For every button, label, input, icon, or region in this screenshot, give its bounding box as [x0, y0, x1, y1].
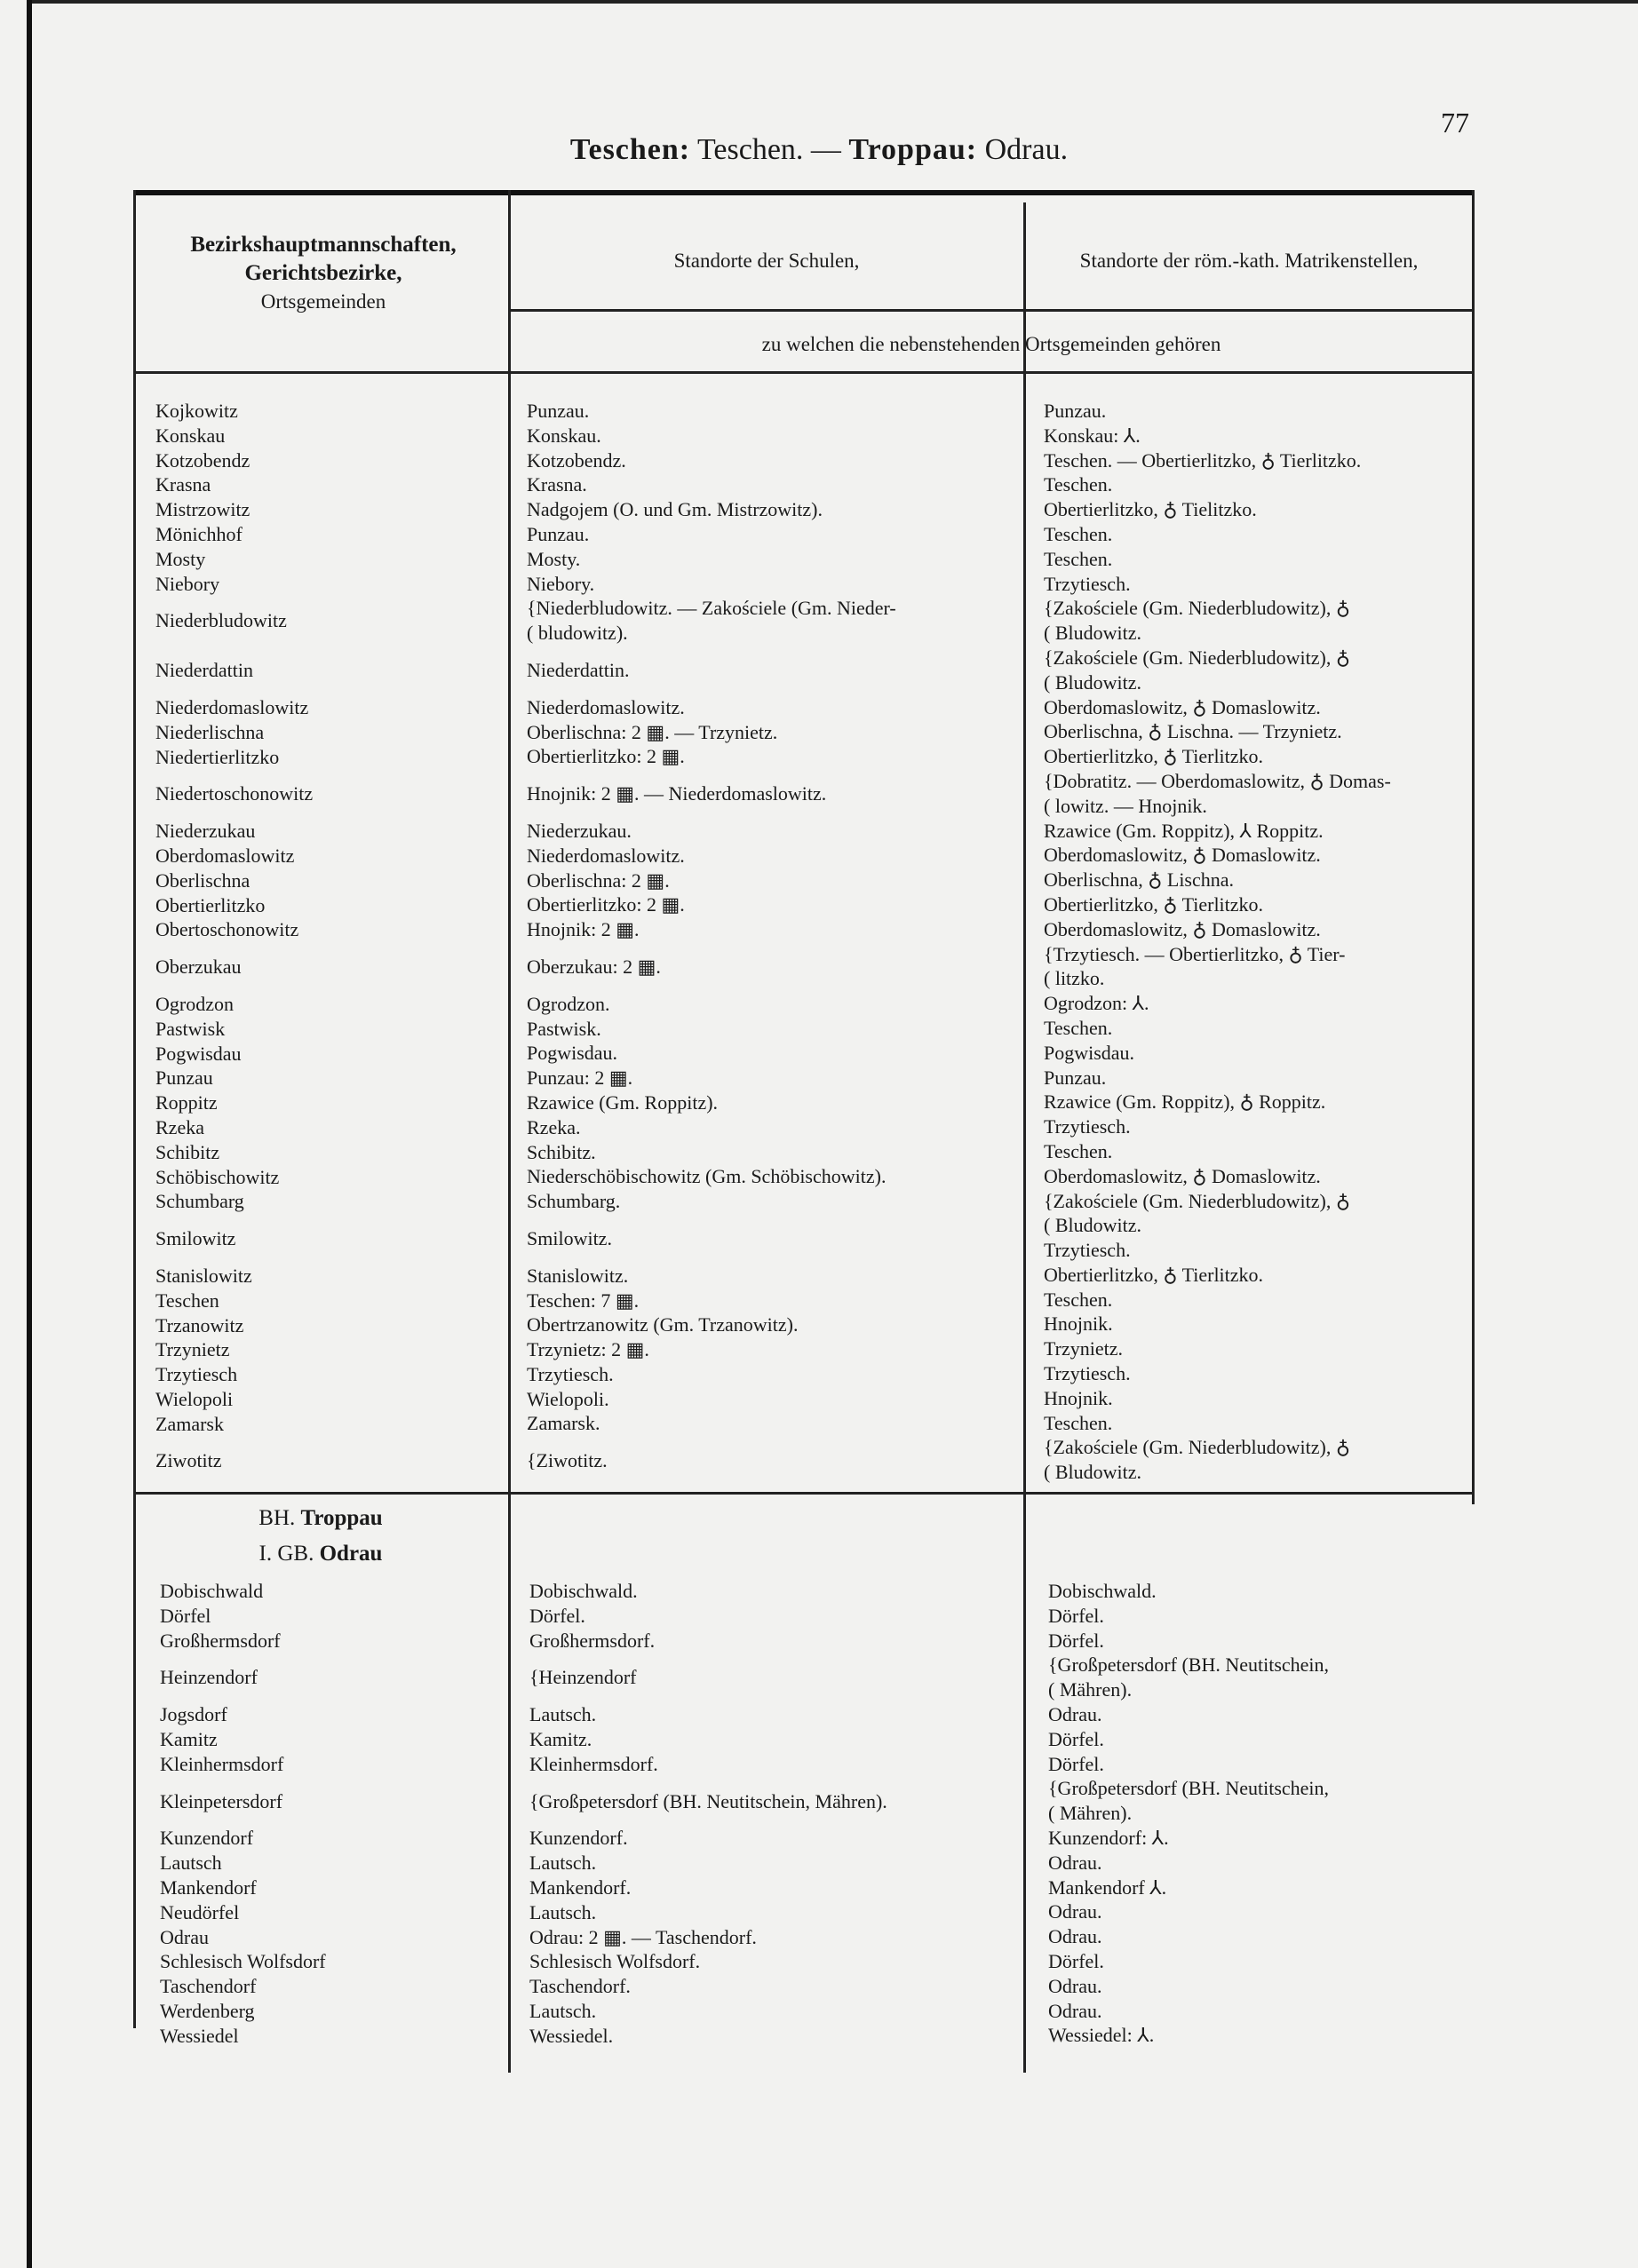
matrikenstelle-entry: ( Bludowitz.: [1044, 1461, 1141, 1484]
schule-entry: ( bludowitz).: [527, 622, 628, 645]
schule-entry: Mosty.: [527, 547, 581, 570]
ortsgemeinde-entry: Pastwisk: [155, 1017, 226, 1040]
ortsgemeinde-entry: Dobischwald: [160, 1580, 264, 1602]
header-subheader: zu welchen die nebenstehenden Ortsgemeinden gehören: [761, 333, 1221, 355]
ortsgemeinde-entry: Punzau: [155, 1067, 213, 1090]
schule-entry: [527, 979, 896, 992]
header-col2: Standorte der Schulen,: [673, 250, 860, 272]
ortsgemeinde-entry: Neudörfel: [160, 1900, 240, 1923]
matrikenstelle-entry: {Zakościele (Gm. Niederbludowitz), ♁: [1044, 1436, 1350, 1459]
schule-entry: [527, 1251, 896, 1264]
ortsgemeinde-entry: [155, 596, 313, 608]
ortsgemeinde-entry: Kotzobendz: [155, 448, 250, 472]
schule-entry: Schlesisch Wolfsdorf.: [529, 1950, 701, 1973]
ortsgemeinde-entry: [155, 806, 313, 819]
ortsgemeinde-entry: Lautsch: [160, 1852, 222, 1875]
matrikenstelle-entry: Dörfel.: [1048, 1752, 1104, 1775]
header-col1-line2: Gerichtsbezirke,: [244, 261, 402, 285]
ortsgemeinde-entry: [155, 979, 313, 992]
ortsgemeinde-entry: Niederbludowitz: [155, 609, 287, 632]
matrikenstelle-entry: Mankendorf ⅄.: [1048, 1875, 1167, 1899]
ortsgemeinde-entry: [155, 683, 313, 695]
schule-entry: Kunzendorf.: [529, 1827, 628, 1850]
schule-entry: Pogwisdau.: [527, 1042, 618, 1065]
matrikenstelle-entry: Odrau.: [1048, 1851, 1102, 1874]
ortsgemeinde-entry: Trzanowitz: [155, 1313, 244, 1336]
schule-entry: Dobischwald.: [529, 1580, 638, 1602]
matrikenstelle-entry: Ogrodzon: ⅄.: [1044, 992, 1149, 1015]
schule-entry: [527, 769, 896, 781]
ortsgemeinde-entry: Kojkowitz: [155, 400, 238, 422]
schule-entry: Trzynietz: 2 ▦.: [527, 1338, 649, 1361]
ortsgemeinde-entry: Roppitz: [155, 1091, 218, 1114]
matrikenstelle-entry: Odrau.: [1048, 1974, 1102, 1997]
matrikenstelle-entry: Kunzendorf: ⅄.: [1048, 1826, 1169, 1849]
schule-entry: Schibitz.: [527, 1140, 596, 1163]
header-col3: Standorte der röm.-kath. Matrikenstellen,: [1079, 250, 1419, 272]
matrikenstelle-entry: Oberdomaslowitz, ♁ Domaslowitz.: [1044, 695, 1321, 718]
schule-entry: Oberlischna: 2 ▦. — Trzynietz.: [527, 720, 778, 743]
matrikenstelle-entry: Trzytiesch.: [1044, 1362, 1131, 1385]
ortsgemeinde-entry: Teschen: [155, 1289, 219, 1312]
matrikenstelle-entry: Odrau.: [1048, 1702, 1102, 1725]
ortsgemeinde-entry: Niedertierlitzko: [155, 745, 280, 768]
schule-entry: Niederdomaslowitz.: [527, 695, 685, 718]
ortsgemeinde-entry: Werdenberg: [160, 1999, 255, 2022]
matrikenstelle-entry: Obertierlitzko, ♁ Tielitzko.: [1044, 498, 1257, 521]
matrikenstelle-entry: Teschen.: [1044, 522, 1113, 545]
ortsgemeinde-entry: Heinzendorf: [160, 1666, 258, 1689]
schule-entry: {Niederbludowitz. — Zakościele (Gm. Nieder-: [527, 597, 896, 620]
scan-edge-left: [27, 0, 32, 2268]
schule-entry: Lautsch.: [529, 1852, 597, 1875]
ortsgemeinde-entry: Niebory: [155, 572, 220, 595]
table-top-rule: [133, 190, 1475, 195]
matrikenstelle-entry: Teschen.: [1044, 1411, 1113, 1434]
section1-matriken-column: [1044, 399, 1391, 1485]
ortsgemeinde-entry: Mankendorf: [160, 1875, 257, 1899]
matrikenstelle-entry: Rzawice (Gm. Roppitz), ♁ Roppitz.: [1044, 1090, 1326, 1114]
ortsgemeinde-entry: Schumbarg: [155, 1190, 244, 1213]
ortsgemeinde-entry: [160, 1813, 326, 1826]
schule-entry: [529, 1653, 887, 1665]
schule-entry: Großhermsdorf.: [529, 1629, 656, 1652]
ortsgemeinde-entry: Ziwotitz: [155, 1449, 222, 1472]
matrikenstelle-entry: {Zakościele (Gm. Niederbludowitz), ♁: [1044, 1189, 1350, 1212]
schule-entry: Obertierlitzko: 2 ▦.: [527, 745, 685, 768]
matrikenstelle-entry: Trzytiesch.: [1044, 1239, 1131, 1262]
schule-entry: Mankendorf.: [529, 1875, 632, 1899]
matrikenstelle-entry: Rzawice (Gm. Roppitz), ⅄ Roppitz.: [1044, 819, 1324, 842]
matrikenstelle-entry: Wessiedel: ⅄.: [1048, 2024, 1155, 2047]
ortsgemeinde-entry: Rzeka: [155, 1115, 204, 1138]
ortsgemeinde-entry: Großhermsdorf: [160, 1629, 281, 1652]
page-number: 77: [1441, 107, 1469, 139]
schule-entry: Konskau.: [527, 424, 601, 447]
matrikenstelle-entry: {Großpetersdorf (BH. Neutitschein,: [1048, 1777, 1330, 1800]
ortsgemeinde-entry: Schibitz: [155, 1140, 220, 1163]
schule-entry: Punzau: 2 ▦.: [527, 1067, 633, 1090]
matrikenstelle-entry: Teschen.: [1044, 473, 1113, 496]
section1-schulen-column: [527, 399, 896, 1473]
schule-entry: Punzau.: [527, 400, 590, 422]
ortsgemeinde-entry: Trzynietz: [155, 1338, 230, 1361]
matrikenstelle-entry: Konskau: ⅄.: [1044, 424, 1141, 447]
schule-entry: Schumbarg.: [527, 1190, 621, 1213]
title-part2-rest: Odrau.: [977, 133, 1069, 166]
matrikenstelle-entry: Oberlischna, ♁ Lischna. — Trzynietz.: [1044, 720, 1342, 743]
schule-entry: [529, 1813, 887, 1826]
matrikenstelle-entry: Obertierlitzko, ♁ Tierlitzko.: [1044, 745, 1264, 768]
matrikenstelle-entry: Obertierlitzko, ♁ Tierlitzko.: [1044, 1263, 1264, 1286]
schule-entry: Lautsch.: [529, 1900, 597, 1923]
ortsgemeinde-entry: [160, 1777, 326, 1789]
col-line-1: [508, 190, 511, 2073]
schule-entry: [529, 1690, 887, 1702]
matrikenstelle-entry: Oberdomaslowitz, ♁ Domaslowitz.: [1044, 844, 1321, 867]
matrikenstelle-entry: ( litzko.: [1044, 967, 1105, 990]
matrikenstelle-entry: Dobischwald.: [1048, 1580, 1157, 1602]
schule-entry: [527, 806, 896, 819]
matrikenstelle-entry: {Zakościele (Gm. Niederbludowitz), ♁: [1044, 646, 1350, 669]
matrikenstelle-entry: Dörfel.: [1048, 1604, 1104, 1627]
section2-gb-name: Odrau: [319, 1542, 383, 1566]
schule-entry: Smilowitz.: [527, 1226, 612, 1249]
ortsgemeinde-entry: Zamarsk: [155, 1412, 224, 1435]
schule-entry: Kotzobendz.: [527, 448, 626, 472]
schule-entry: Pastwisk.: [527, 1017, 601, 1040]
schule-entry: Niebory.: [527, 572, 595, 595]
matrikenstelle-entry: Oberdomaslowitz, ♁ Domaslowitz.: [1044, 1164, 1321, 1187]
subheader-line: [508, 309, 1475, 312]
matrikenstelle-entry: ( lowitz. — Hnojnik.: [1044, 794, 1207, 817]
ortsgemeinde-entry: Schlesisch Wolfsdorf: [160, 1950, 326, 1973]
matrikenstelle-entry: Dörfel.: [1048, 1629, 1104, 1652]
ortsgemeinde-entry: Oberzukau: [155, 956, 242, 979]
matrikenstelle-entry: Punzau.: [1044, 1066, 1107, 1089]
schule-entry: Stanislowitz.: [527, 1264, 629, 1287]
schule-entry: [527, 1214, 896, 1226]
schule-entry: [527, 1436, 896, 1448]
schule-entry: {Heinzendorf: [529, 1666, 637, 1689]
schule-entry: Niederdattin.: [527, 658, 630, 681]
ortsgemeinde-entry: [155, 633, 313, 646]
section2-matriken-column: [1048, 1579, 1329, 2048]
ortsgemeinde-entry: [155, 1251, 313, 1264]
ortsgemeinde-entry: Niedertoschonowitz: [155, 782, 314, 805]
ortsgemeinde-entry: Dörfel: [160, 1604, 211, 1627]
section2-gb-label: I. GB.: [258, 1542, 320, 1566]
schule-entry: Ogrodzon.: [527, 992, 610, 1015]
matrikenstelle-entry: {Dobratitz. — Oberdomaslowitz, ♁ Domas-: [1044, 769, 1391, 792]
schule-entry: Krasna.: [527, 473, 587, 496]
ortsgemeinde-entry: Jogsdorf: [160, 1703, 227, 1726]
ortsgemeinde-entry: Stanislowitz: [155, 1264, 252, 1287]
matrikenstelle-entry: {Großpetersdorf (BH. Neutitschein,: [1048, 1653, 1330, 1677]
schule-entry: Dörfel.: [529, 1604, 585, 1627]
matrikenstelle-entry: Teschen.: [1044, 1288, 1113, 1311]
section2-gemeinden-column: [160, 1579, 326, 2049]
ortsgemeinde-entry: Niederzukau: [155, 820, 256, 843]
schule-entry: Kleinhermsdorf.: [529, 1752, 658, 1775]
matrikenstelle-entry: Pogwisdau.: [1044, 1041, 1135, 1064]
ortsgemeinde-entry: Niederdomaslowitz: [155, 695, 309, 718]
matrikenstelle-entry: Trzytiesch.: [1044, 572, 1131, 595]
section-divider-line: [133, 1492, 1475, 1495]
ortsgemeinde-entry: [155, 1436, 313, 1448]
title-part1-bold: Teschen:: [569, 133, 691, 166]
ortsgemeinde-entry: Wessiedel: [160, 2024, 239, 2047]
schule-entry: Kamitz.: [529, 1727, 592, 1750]
header-col1-line3: Ortsgemeinden: [260, 290, 386, 313]
title-part2-bold: Troppau:: [848, 133, 978, 166]
ortsgemeinde-entry: Krasna: [155, 473, 211, 496]
matrikenstelle-entry: Punzau.: [1044, 400, 1107, 422]
schule-entry: Lautsch.: [529, 1703, 597, 1726]
matrikenstelle-entry: Dörfel.: [1048, 1949, 1104, 1972]
schule-entry: Niederschöbischowitz (Gm. Schöbischowitz).: [527, 1165, 887, 1188]
register-table: [133, 190, 1475, 2073]
header-col1: [142, 231, 505, 316]
schule-entry: Wielopoli.: [527, 1387, 609, 1410]
ortsgemeinde-entry: Mönichhof: [155, 522, 243, 545]
section2-bh-label: BH.: [258, 1506, 301, 1530]
ortsgemeinde-entry: [155, 942, 313, 955]
matrikenstelle-entry: Oberlischna, ♁ Lischna.: [1044, 868, 1235, 892]
schule-entry: Lautsch.: [529, 1999, 597, 2022]
title-dash: —: [803, 133, 849, 166]
schule-entry: Trzytiesch.: [527, 1362, 614, 1385]
schule-entry: [527, 646, 896, 658]
col-line-right: [1472, 190, 1475, 1504]
schule-entry: Oberzukau: 2 ▦.: [527, 955, 661, 978]
ortsgemeinde-entry: Wielopoli: [155, 1387, 234, 1410]
schule-entry: Wessiedel.: [529, 2024, 614, 2047]
matrikenstelle-entry: Odrau.: [1048, 1900, 1102, 1923]
schule-entry: [527, 942, 896, 955]
section1-gemeinden-column: [155, 399, 313, 1473]
ortsgemeinde-entry: Mistrzowitz: [155, 498, 250, 521]
schule-entry: Niederdomaslowitz.: [527, 844, 685, 867]
matrikenstelle-entry: Teschen. — Obertierlitzko, ♁ Tierlitzko.: [1044, 448, 1362, 472]
ortsgemeinde-entry: Smilowitz: [155, 1227, 236, 1250]
schule-entry: {Großpetersdorf (BH. Neutitschein, Mähren).: [529, 1789, 887, 1812]
matrikenstelle-entry: Teschen.: [1044, 547, 1113, 570]
ortsgemeinde-entry: Niederdattin: [155, 659, 253, 682]
matrikenstelle-entry: Teschen.: [1044, 1139, 1113, 1162]
ortsgemeinde-entry: Kamitz: [160, 1727, 218, 1750]
matrikenstelle-entry: Odrau.: [1048, 1999, 1102, 2022]
matrikenstelle-entry: Teschen.: [1044, 1016, 1113, 1039]
header-col1-line1: Bezirkshauptmannschaften,: [190, 233, 457, 257]
title-part1-rest: Teschen.: [690, 133, 804, 166]
matrikenstelle-entry: ( Bludowitz.: [1044, 622, 1141, 645]
ortsgemeinde-entry: Niederlischna: [155, 720, 265, 743]
matrikenstelle-entry: Oberdomaslowitz, ♁ Domaslowitz.: [1044, 917, 1321, 940]
schule-entry: Odrau: 2 ▦. — Taschendorf.: [529, 1925, 757, 1948]
ortsgemeinde-entry: [155, 769, 313, 781]
schule-entry: Taschendorf.: [529, 1975, 631, 1998]
ortsgemeinde-entry: Mosty: [155, 547, 206, 570]
schule-entry: Obertierlitzko: 2 ▦.: [527, 893, 685, 916]
ortsgemeinde-entry: [155, 1214, 313, 1226]
ortsgemeinde-entry: Oberdomaslowitz: [155, 844, 295, 867]
matrikenstelle-entry: Odrau.: [1048, 1925, 1102, 1948]
ortsgemeinde-entry: Obertoschonowitz: [155, 918, 299, 941]
matrikenstelle-entry: Trzynietz.: [1044, 1337, 1124, 1360]
ortsgemeinde-entry: Schöbischowitz: [155, 1165, 280, 1188]
ortsgemeinde-entry: [160, 1690, 326, 1702]
col-line-2: [1023, 202, 1026, 2073]
matrikenstelle-entry: ( Bludowitz.: [1044, 670, 1141, 694]
schule-entry: Rzawice (Gm. Roppitz).: [527, 1090, 719, 1114]
ortsgemeinde-entry: Konskau: [155, 424, 226, 447]
section2-bh-title: [133, 1506, 508, 1531]
header-bottom-line: [133, 371, 1475, 374]
matrikenstelle-entry: {Zakościele (Gm. Niederbludowitz), ♁: [1044, 597, 1350, 620]
ortsgemeinde-entry: Odrau: [160, 1925, 209, 1948]
matrikenstelle-entry: Hnojnik.: [1044, 1312, 1113, 1336]
schule-entry: [527, 683, 896, 695]
matrikenstelle-entry: ( Mähren).: [1048, 1802, 1133, 1825]
matrikenstelle-entry: ( Mähren).: [1048, 1678, 1133, 1701]
ortsgemeinde-entry: Taschendorf: [160, 1975, 257, 1998]
matrikenstelle-entry: Hnojnik.: [1044, 1386, 1113, 1409]
schule-entry: Nadgojem (O. und Gm. Mistrzowitz).: [527, 498, 823, 521]
section2-bh-name: Troppau: [300, 1506, 383, 1530]
schule-entry: Obertrzanowitz (Gm. Trzanowitz).: [527, 1313, 799, 1336]
ortsgemeinde-entry: [160, 1653, 326, 1665]
schule-entry: Hnojnik: 2 ▦. — Niederdomaslowitz.: [527, 782, 827, 805]
schule-entry: Niederzukau.: [527, 819, 632, 842]
ortsgemeinde-entry: Trzytiesch: [155, 1363, 238, 1386]
schule-entry: Oberlischna: 2 ▦.: [527, 868, 670, 892]
matrikenstelle-entry: Trzytiesch.: [1044, 1115, 1131, 1138]
ortsgemeinde-entry: Pogwisdau: [155, 1042, 242, 1065]
section2-schulen-column: [529, 1579, 887, 2049]
schule-entry: {Ziwotitz.: [527, 1449, 608, 1472]
page-title: [0, 133, 1638, 167]
ortsgemeinde-entry: Ogrodzon: [155, 992, 234, 1015]
ortsgemeinde-entry: Kleinpetersdorf: [160, 1789, 283, 1812]
scan-edge-top: [27, 0, 1638, 4]
schule-entry: Hnojnik: 2 ▦.: [527, 918, 640, 941]
schule-entry: Rzeka.: [527, 1115, 581, 1138]
ortsgemeinde-entry: Obertierlitzko: [155, 893, 266, 916]
ortsgemeinde-entry: Kunzendorf: [160, 1827, 254, 1850]
col-line-left: [133, 190, 136, 2028]
matrikenstelle-entry: {Trzytiesch. — Obertierlitzko, ♁ Tier-: [1044, 942, 1346, 965]
ortsgemeinde-entry: [155, 646, 313, 658]
matrikenstelle-entry: Obertierlitzko, ♁ Tierlitzko.: [1044, 892, 1264, 916]
section2-gb-title: [133, 1542, 508, 1566]
schule-entry: Zamarsk.: [527, 1412, 600, 1435]
ortsgemeinde-entry: Oberlischna: [155, 868, 250, 892]
schule-entry: [529, 1777, 887, 1789]
matrikenstelle-entry: ( Bludowitz.: [1044, 1214, 1141, 1237]
ortsgemeinde-entry: Kleinhermsdorf: [160, 1752, 284, 1775]
schule-entry: Punzau.: [527, 522, 590, 545]
matrikenstelle-entry: Dörfel.: [1048, 1727, 1104, 1750]
schule-entry: Teschen: 7 ▦.: [527, 1289, 640, 1312]
